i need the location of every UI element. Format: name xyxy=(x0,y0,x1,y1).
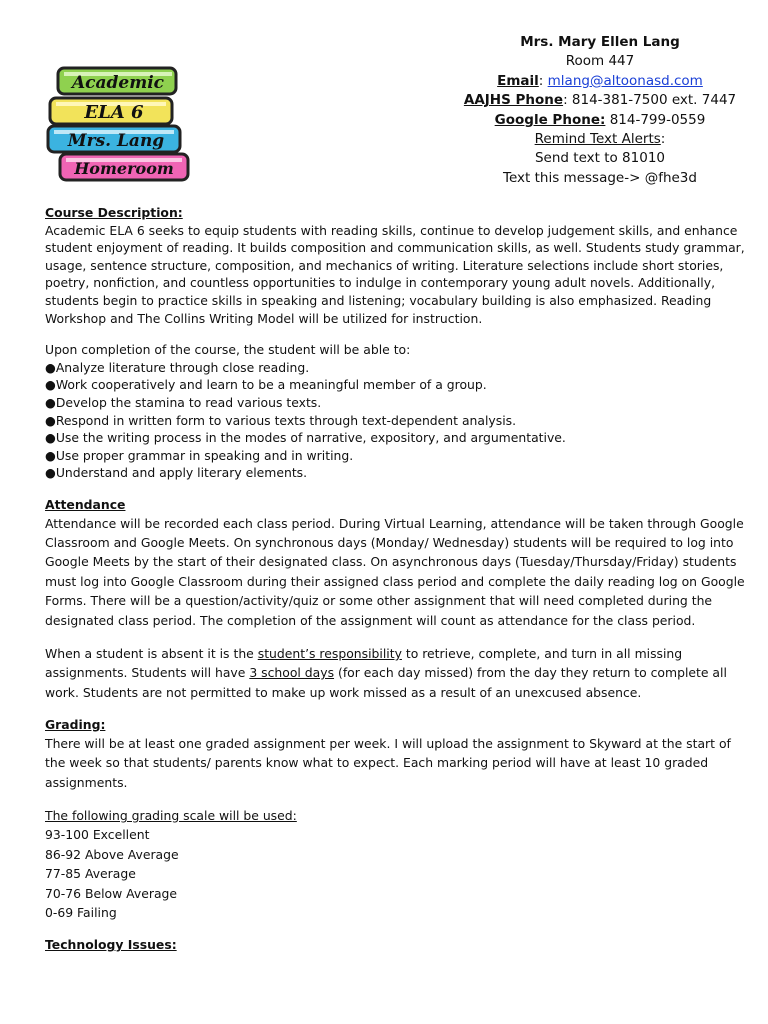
email-link[interactable]: mlang@altoonasd.com xyxy=(547,72,703,89)
school-days-emphasis: 3 school days xyxy=(249,665,335,681)
grade-row: 93-100 Excellent xyxy=(45,827,150,843)
course-description-text: Academic ELA 6 seeks to equip students with reading skills, continue to develop judgement skills, and enhance student enjoyment of reading. It builds composition and communication skills, as well. Students study grammar, usage, sentence structure, composition, and mechanics of writing. Literature selections include short stories, poetry, nonfiction, and countless opportunities to indulge in contemporary young adult novels. Additionally, students begin to practice skills in speaking and listening; vocabulary building is also emphasized. Reading Workshop and The Collins Writing Model will be utilized for instruction. xyxy=(45,222,745,326)
list-item: ● Develop the stamina to read various texts. xyxy=(45,394,745,412)
list-item: ● Use the writing process in the modes of narrative, expository, and argumentative. xyxy=(45,429,745,447)
google-phone-number: 814-799-0559 xyxy=(609,111,706,128)
list-item: ● Work cooperatively and learn to be a meaningful member of a group. xyxy=(45,376,745,394)
attendance-heading: Attendance xyxy=(45,496,126,512)
remind-label: Remind Text Alerts xyxy=(534,131,661,148)
email-line: Email: mlang@altoonasd.com xyxy=(497,72,703,89)
grade-row: 77-85 Average xyxy=(45,866,136,882)
list-item: ● Understand and apply literary elements. xyxy=(45,464,745,482)
remind-line: Remind Text Alerts: xyxy=(534,131,666,148)
objectives-list xyxy=(45,359,745,482)
logo-line-4: Homeroom xyxy=(74,159,174,178)
room-number: Room 447 xyxy=(565,53,635,70)
logo-line-1: Academic xyxy=(71,73,165,93)
phone-line: AAJHS Phone: 814-381-7500 ext. 7447 xyxy=(463,92,737,109)
syllabus-body xyxy=(45,204,745,954)
absence-policy: When a student is absent it is the student’s responsibility to retrieve, complete, and turn in all missing assignments. Students will have 3 school days (for each day missed) from the day they return to complete all work. Students are not permitted to make up work missed as a result of an unexcused absence. xyxy=(45,645,727,700)
course-description-heading: Course Description: xyxy=(45,205,183,220)
homeroom-logo xyxy=(44,62,194,186)
google-phone-label: Google Phone: xyxy=(494,111,606,128)
grading-text: There will be at least one graded assignment per week. I will upload the assignment to Skyward at the start of the week so that students/ parents know what to expect. Each marking period will have at least 10 graded assignments. xyxy=(45,735,731,790)
remind-instruction-1: Send text to 81010 xyxy=(534,150,666,167)
logo-line-2: ELA 6 xyxy=(84,102,144,123)
logo-line-3: Mrs. Lang xyxy=(67,131,165,151)
phone-label: AAJHS Phone xyxy=(463,92,564,109)
responsibility-emphasis: student’s responsibility xyxy=(257,645,402,661)
google-phone-line xyxy=(440,111,760,130)
technology-heading: Technology Issues: xyxy=(45,937,177,953)
list-item: ● Use proper grammar in speaking and in writing. xyxy=(45,447,745,465)
grade-row: 0-69 Failing xyxy=(45,905,117,920)
contact-block xyxy=(440,33,760,188)
email-label: Email xyxy=(497,72,539,89)
list-item: ● Respond in written form to various texts through text-dependent analysis. xyxy=(45,412,745,430)
remind-instruction-2: Text this message-> @fhe3d xyxy=(503,169,697,186)
grade-row: 86-92 Above Average xyxy=(45,846,179,862)
teacher-name: Mrs. Mary Ellen Lang xyxy=(520,34,680,50)
grade-row: 70-76 Below Average xyxy=(45,885,178,901)
grading-heading: Grading: xyxy=(45,717,106,733)
grading-scale-heading: The following grading scale will be used: xyxy=(45,807,297,823)
attendance-text: Attendance will be recorded each class period. During Virtual Learning, attendance will be taken through Google Classroom and Google Meets. On synchronous days (Monday/ Wednesday) students will be required to log into Google Meets by the start of their designated class. On asynchronous days (Tuesday/Thursday/Friday) students must log into Google Classroom during their assigned class period and complete the daily reading log on Google Forms. There will be a question/activity/quiz or some other assignment that will need completed during the designated class period. The completion of the assignment will count as attendance for the class period. xyxy=(45,515,745,628)
phone-number: 814-381-7500 ext. 7447 xyxy=(571,92,737,109)
list-item: ● Analyze literature through close reading. xyxy=(45,359,745,377)
objectives-intro: Upon completion of the course, the student will be able to: xyxy=(45,342,411,358)
